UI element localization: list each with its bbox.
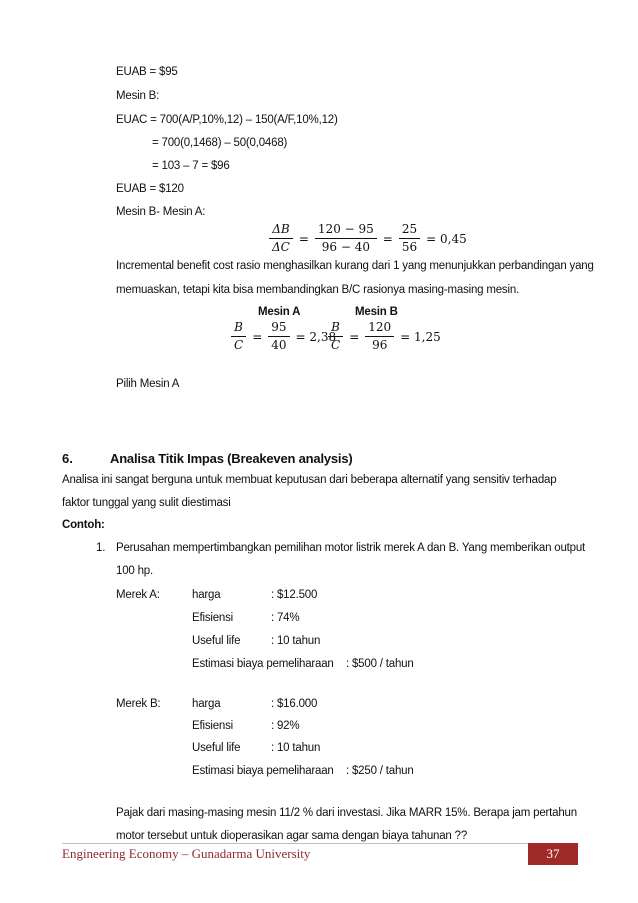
euab-b-line: EUAB = $120 bbox=[116, 183, 184, 195]
diff-label: Mesin B- Mesin A: bbox=[116, 206, 206, 218]
fraction-num: 120 bbox=[365, 320, 394, 337]
problem-line-1: Perusahan mempertimbangkan pemilihan motor listrik merek A dan B. Yang memberikan output bbox=[116, 542, 586, 554]
merek-a-harga-value: : $12.500 bbox=[271, 589, 318, 601]
merek-b-harga-value: : $16.000 bbox=[271, 698, 318, 710]
incremental-equation bbox=[269, 222, 467, 255]
page-number: 37 bbox=[528, 843, 578, 865]
fraction-den: ΔC bbox=[272, 240, 290, 254]
header-mesin-a: Mesin A bbox=[258, 306, 301, 318]
euab-a-line: EUAB = $95 bbox=[116, 66, 178, 78]
section-title: Analisa Titik Impas (Breakeven analysis) bbox=[110, 451, 353, 466]
closing-line-1: Pajak dari masing-masing mesin 11/2 % dari investasi. Jika MARR 15%. Berapa jam pertahun bbox=[116, 807, 577, 819]
equation-result: = 0,45 bbox=[426, 231, 467, 246]
merek-b-life-value: : 10 tahun bbox=[271, 742, 321, 754]
problem-line-2: 100 hp. bbox=[116, 565, 153, 577]
euac-line-2: = 700(0,1468) – 50(0,0468) bbox=[152, 137, 288, 149]
fraction-b-over-c bbox=[328, 320, 343, 353]
merek-b-harga-key: harga bbox=[192, 698, 221, 710]
euac-line-3: = 103 – 7 = $96 bbox=[152, 160, 230, 172]
equals-sign: = bbox=[252, 329, 263, 344]
fraction-values bbox=[315, 222, 377, 255]
fraction-den: 56 bbox=[401, 240, 418, 254]
fraction-den: 40 bbox=[271, 338, 287, 352]
fraction-den: C bbox=[331, 338, 341, 352]
merek-b-efisiensi-key: Efisiensi bbox=[192, 720, 234, 732]
merek-b-label: Merek B: bbox=[116, 698, 161, 710]
fraction-num: 25 bbox=[399, 222, 420, 239]
merek-a-harga-key: harga bbox=[192, 589, 221, 601]
problem-number: 1. bbox=[96, 542, 106, 554]
footer-text: Engineering Economy – Gunadarma University bbox=[62, 846, 311, 861]
header-mesin-b: Mesin B bbox=[355, 306, 398, 318]
section-desc-1: Analisa ini sangat berguna untuk membuat keputusan dari beberapa alternatif yang sensitiv terhadap bbox=[62, 474, 557, 486]
fraction-b-over-c bbox=[231, 320, 246, 353]
section-number: 6. bbox=[62, 451, 73, 466]
fraction-num: B bbox=[231, 320, 246, 337]
fraction-values bbox=[268, 320, 289, 353]
mesin-b-label: Mesin B: bbox=[116, 90, 160, 102]
fraction-den: C bbox=[234, 338, 244, 352]
incremental-text-1: Incremental benefit cost rasio menghasilkan kurang dari 1 yang menunjukkan perbandingan yang bbox=[116, 260, 594, 272]
equation-result: = 2,38 bbox=[295, 329, 337, 344]
fraction-num: ΔB bbox=[269, 222, 292, 239]
merek-a-life-value: : 10 tahun bbox=[271, 635, 321, 647]
merek-b-life-key: Useful life bbox=[192, 742, 241, 754]
contoh-label: Contoh: bbox=[62, 519, 105, 531]
merek-a-efisiensi-value: : 74% bbox=[271, 612, 300, 624]
fraction-den: 96 bbox=[372, 338, 388, 352]
equals-sign: = bbox=[382, 231, 393, 246]
equation-result: = 1,25 bbox=[400, 329, 441, 344]
fraction-delta-b-c bbox=[269, 222, 293, 255]
merek-b-efisiensi-value: : 92% bbox=[271, 720, 300, 732]
ratio-b-equation bbox=[328, 320, 441, 353]
incremental-text-2: memuaskan, tetapi kita bisa membandingkan B/C rasionya masing-masing mesin. bbox=[116, 284, 520, 296]
closing-line-2: motor tersebut untuk dioperasikan agar sama dengan biaya tahunan ?? bbox=[116, 830, 468, 842]
merek-b-biaya-key: Estimasi biaya pemeliharaan bbox=[192, 765, 334, 777]
ratio-a-equation bbox=[231, 320, 336, 353]
merek-b-biaya-value: : $250 / tahun bbox=[346, 765, 414, 777]
merek-a-biaya-key: Estimasi biaya pemeliharaan bbox=[192, 658, 334, 670]
section-desc-2: faktor tunggal yang sulit diestimasi bbox=[62, 497, 231, 509]
merek-a-label: Merek A: bbox=[116, 589, 160, 601]
fraction-num: B bbox=[328, 320, 343, 337]
merek-a-life-key: Useful life bbox=[192, 635, 241, 647]
fraction-simplified bbox=[399, 222, 420, 255]
merek-a-efisiensi-key: Efisiensi bbox=[192, 612, 234, 624]
equals-sign: = bbox=[298, 231, 309, 246]
fraction-num: 120 − 95 bbox=[315, 222, 377, 239]
footer-divider bbox=[62, 843, 576, 844]
euac-line-1: EUAC = 700(A/P,10%,12) – 150(A/F,10%,12) bbox=[116, 114, 338, 126]
merek-a-biaya-value: : $500 / tahun bbox=[346, 658, 414, 670]
equals-sign: = bbox=[349, 329, 360, 344]
fraction-den: 96 − 40 bbox=[321, 240, 370, 254]
fraction-values bbox=[365, 320, 394, 353]
pilih-mesin: Pilih Mesin A bbox=[116, 378, 180, 390]
fraction-num: 95 bbox=[268, 320, 289, 337]
